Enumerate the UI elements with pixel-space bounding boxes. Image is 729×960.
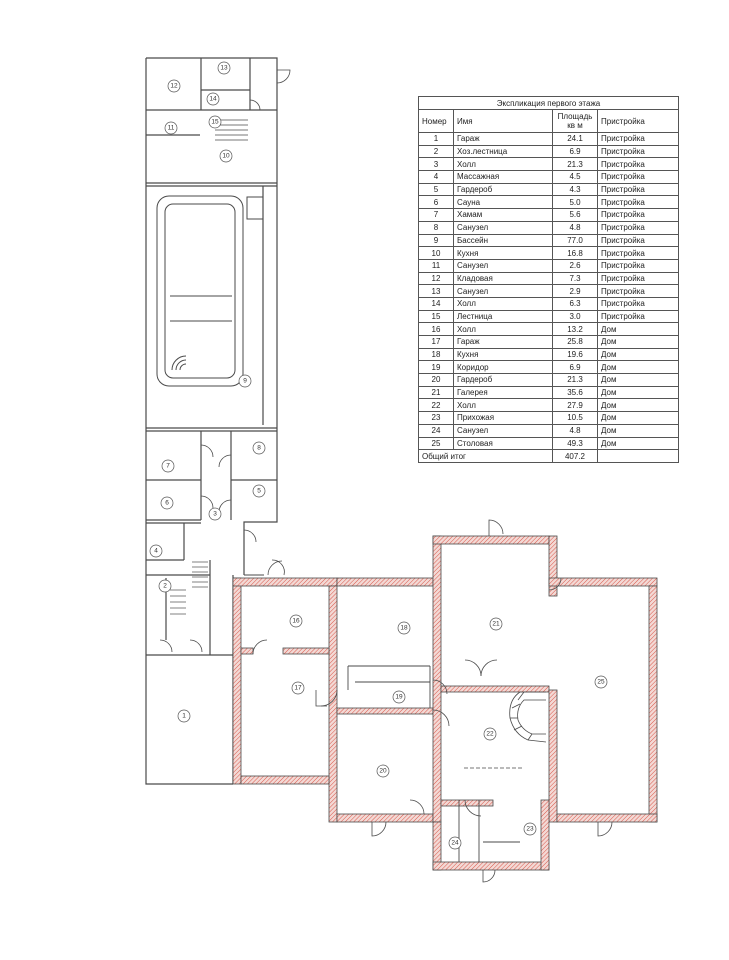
cell-name: Холл (454, 323, 553, 336)
room-label-5 (253, 485, 265, 497)
svg-text:18: 18 (400, 624, 408, 632)
cell-type: Дом (598, 336, 679, 349)
cell-type: Дом (598, 348, 679, 361)
house-stairs (464, 692, 546, 768)
cell-type: Дом (598, 437, 679, 450)
table-body (419, 133, 679, 450)
table-row (419, 209, 679, 222)
cell-type: Пристройка (598, 259, 679, 272)
table-row (419, 386, 679, 399)
room-label-14 (207, 93, 219, 105)
house-doors (253, 520, 612, 882)
cell-type: Дом (598, 399, 679, 412)
table-row (419, 437, 679, 450)
cell-type: Пристройка (598, 272, 679, 285)
svg-text:9: 9 (243, 377, 247, 385)
cell-area: 4.8 (553, 221, 598, 234)
room-label-21 (490, 618, 502, 630)
cell-number: 10 (419, 247, 454, 260)
cell-number: 6 (419, 196, 454, 209)
cell-name: Кухня (454, 348, 553, 361)
table-row (419, 133, 679, 146)
room-label-16 (290, 615, 302, 627)
table-row (419, 247, 679, 260)
room-label-1 (178, 710, 190, 722)
svg-text:24: 24 (451, 839, 459, 847)
cell-name: Санузел (454, 424, 553, 437)
cell-name: Гараж (454, 336, 553, 349)
cell-number: 20 (419, 374, 454, 387)
cell-type: Пристройка (598, 285, 679, 298)
cell-number: 5 (419, 183, 454, 196)
svg-text:15: 15 (211, 118, 219, 126)
cell-area: 19.6 (553, 348, 598, 361)
cell-type: Пристройка (598, 221, 679, 234)
cell-area: 6.3 (553, 297, 598, 310)
cell-area: 21.3 (553, 374, 598, 387)
room-label-23 (524, 823, 536, 835)
cell-name: Бассейн (454, 234, 553, 247)
cell-type: Пристройка (598, 196, 679, 209)
cell-number: 8 (419, 221, 454, 234)
cell-number: 17 (419, 336, 454, 349)
svg-text:11: 11 (167, 124, 175, 132)
cell-number: 18 (419, 348, 454, 361)
table-row (419, 424, 679, 437)
cell-area: 4.3 (553, 183, 598, 196)
cell-type: Дом (598, 361, 679, 374)
table-row (419, 272, 679, 285)
room-label-17 (292, 682, 304, 694)
cell-area: 10.5 (553, 412, 598, 425)
room-label-8 (253, 442, 265, 454)
table-row (419, 336, 679, 349)
table-row (419, 196, 679, 209)
cell-type: Пристройка (598, 171, 679, 184)
room-label-20 (377, 765, 389, 777)
cell-area: 16.8 (553, 247, 598, 260)
cell-number: 21 (419, 386, 454, 399)
cell-area: 7.3 (553, 272, 598, 285)
cell-number: 2 (419, 145, 454, 158)
table-total-row (419, 450, 679, 463)
annex-walls (146, 58, 277, 784)
room-label-24 (449, 837, 461, 849)
cell-name: Прихожая (454, 412, 553, 425)
room-label-22 (484, 728, 496, 740)
cell-area: 13.2 (553, 323, 598, 336)
cell-name: Холл (454, 399, 553, 412)
cell-area: 49.3 (553, 437, 598, 450)
table-row (419, 221, 679, 234)
svg-text:8: 8 (257, 444, 261, 452)
table-row (419, 285, 679, 298)
table-row (419, 361, 679, 374)
svg-text:4: 4 (154, 547, 158, 555)
svg-text:1: 1 (182, 712, 186, 720)
svg-text:3: 3 (213, 510, 217, 518)
cell-area: 5.0 (553, 196, 598, 209)
svg-text:12: 12 (170, 82, 178, 90)
svg-text:20: 20 (379, 767, 387, 775)
cell-number: 15 (419, 310, 454, 323)
header-area: Площадь кв м (553, 110, 598, 133)
total-type-empty (598, 450, 679, 463)
room-label-15 (209, 116, 221, 128)
cell-name: Санузел (454, 259, 553, 272)
cell-name: Массажная (454, 171, 553, 184)
svg-text:5: 5 (257, 487, 261, 495)
pool-basin (157, 196, 263, 386)
cell-name: Санузел (454, 285, 553, 298)
cell-name: Холл (454, 158, 553, 171)
cell-area: 21.3 (553, 158, 598, 171)
header-number: Номер (419, 110, 454, 133)
cell-number: 3 (419, 158, 454, 171)
cell-area: 6.9 (553, 361, 598, 374)
cell-name: Гардероб (454, 183, 553, 196)
cell-type: Пристройка (598, 297, 679, 310)
cell-area: 4.8 (553, 424, 598, 437)
table-row (419, 348, 679, 361)
table-row (419, 234, 679, 247)
total-label: Общий итог (419, 450, 553, 463)
cell-name: Хамам (454, 209, 553, 222)
cell-name: Холл (454, 297, 553, 310)
room-label-7 (162, 460, 174, 472)
cell-type: Дом (598, 323, 679, 336)
cell-name: Кухня (454, 247, 553, 260)
room-label-2 (159, 580, 171, 592)
cell-number: 12 (419, 272, 454, 285)
cell-number: 16 (419, 323, 454, 336)
cell-number: 13 (419, 285, 454, 298)
cell-name: Гардероб (454, 374, 553, 387)
cell-type: Пристройка (598, 234, 679, 247)
room-label-19 (393, 691, 405, 703)
svg-text:17: 17 (294, 684, 302, 692)
room-label-4 (150, 545, 162, 557)
svg-text:19: 19 (395, 693, 403, 701)
cell-type: Дом (598, 386, 679, 399)
explication-table (418, 96, 679, 463)
cell-type: Пристройка (598, 158, 679, 171)
cell-area: 5.6 (553, 209, 598, 222)
cell-area: 2.9 (553, 285, 598, 298)
cell-number: 19 (419, 361, 454, 374)
svg-text:10: 10 (222, 152, 230, 160)
cell-number: 14 (419, 297, 454, 310)
cell-number: 24 (419, 424, 454, 437)
svg-text:16: 16 (292, 617, 300, 625)
svg-text:21: 21 (492, 620, 500, 628)
cell-number: 11 (419, 259, 454, 272)
cell-type: Дом (598, 374, 679, 387)
table-row (419, 259, 679, 272)
room-label-12 (168, 80, 180, 92)
cell-name: Гараж (454, 133, 553, 146)
cell-area: 6.9 (553, 145, 598, 158)
room-label-13 (218, 62, 230, 74)
cell-area: 77.0 (553, 234, 598, 247)
cell-name: Хоз.лестница (454, 145, 553, 158)
svg-text:13: 13 (220, 64, 228, 72)
cell-type: Дом (598, 424, 679, 437)
room-label-9 (239, 375, 251, 387)
svg-text:23: 23 (526, 825, 534, 833)
cell-area: 24.1 (553, 133, 598, 146)
svg-text:2: 2 (163, 582, 167, 590)
table-row (419, 145, 679, 158)
room-label-10 (220, 150, 232, 162)
cell-area: 3.0 (553, 310, 598, 323)
cell-area: 4.5 (553, 171, 598, 184)
cell-number: 1 (419, 133, 454, 146)
cell-type: Дом (598, 412, 679, 425)
table-row (419, 374, 679, 387)
table-row (419, 183, 679, 196)
svg-text:6: 6 (165, 499, 169, 507)
cell-area: 35.6 (553, 386, 598, 399)
svg-text:14: 14 (209, 95, 217, 103)
cell-area: 25.8 (553, 336, 598, 349)
annex-stairs (167, 120, 248, 614)
total-area: 407.2 (553, 450, 598, 463)
cell-type: Пристройка (598, 133, 679, 146)
room-label-25 (595, 676, 607, 688)
room-label-18 (398, 622, 410, 634)
svg-text:7: 7 (166, 462, 170, 470)
cell-name: Коридор (454, 361, 553, 374)
cell-number: 4 (419, 171, 454, 184)
cell-area: 27.9 (553, 399, 598, 412)
table-row (419, 412, 679, 425)
house-walls (233, 536, 657, 870)
cell-number: 25 (419, 437, 454, 450)
svg-text:22: 22 (486, 730, 494, 738)
header-name: Имя (454, 110, 553, 133)
table-row (419, 399, 679, 412)
table-row (419, 323, 679, 336)
cell-type: Пристройка (598, 145, 679, 158)
room-label-3 (209, 508, 221, 520)
table-row (419, 310, 679, 323)
cell-name: Лестница (454, 310, 553, 323)
cell-type: Пристройка (598, 247, 679, 260)
cell-name: Сауна (454, 196, 553, 209)
cell-name: Столовая (454, 437, 553, 450)
table-row (419, 158, 679, 171)
header-type: Пристройка (598, 110, 679, 133)
cell-type: Пристройка (598, 209, 679, 222)
table-header-row (419, 110, 679, 133)
room-label-11 (165, 122, 177, 134)
cell-type: Пристройка (598, 183, 679, 196)
cell-number: 9 (419, 234, 454, 247)
room-label-6 (161, 497, 173, 509)
cell-number: 22 (419, 399, 454, 412)
cell-name: Кладовая (454, 272, 553, 285)
svg-text:25: 25 (597, 678, 605, 686)
cell-name: Галерея (454, 386, 553, 399)
table-title: Экспликация первого этажа (419, 97, 679, 110)
cell-type: Пристройка (598, 310, 679, 323)
table-row (419, 297, 679, 310)
cell-number: 23 (419, 412, 454, 425)
table-row (419, 171, 679, 184)
cell-area: 2.6 (553, 259, 598, 272)
cell-name: Санузел (454, 221, 553, 234)
cell-number: 7 (419, 209, 454, 222)
